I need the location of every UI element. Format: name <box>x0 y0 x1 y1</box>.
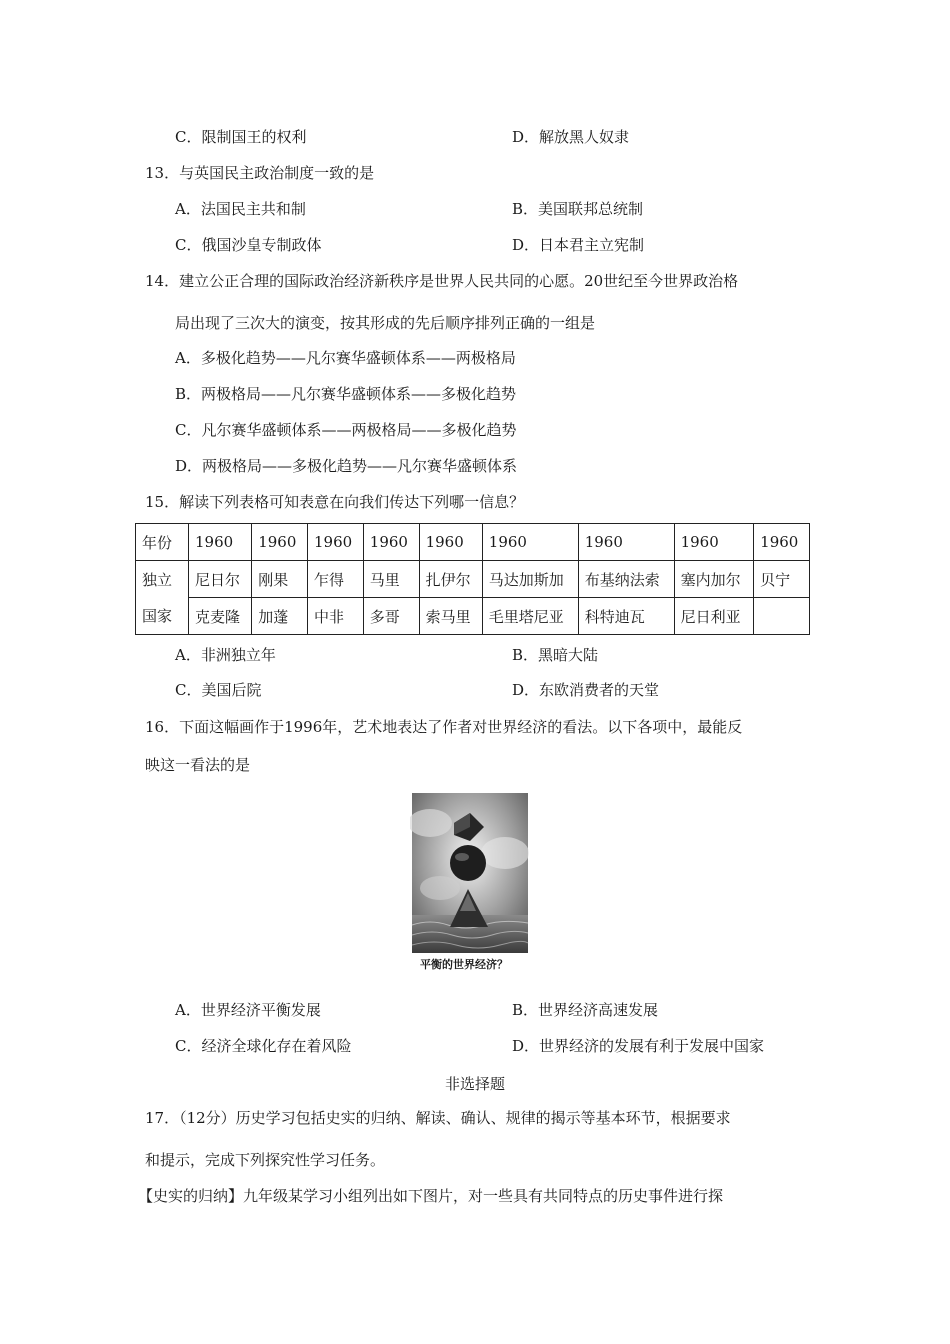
independence-table <box>135 523 810 635</box>
q17-stem-line3: 【史实的归纳】九年级某学习小组列出如下图片，对一些具有共同特点的历史事件进行探 <box>138 1187 724 1205</box>
table-row-years <box>136 524 810 561</box>
q14-option-a: A．多极化趋势——凡尔赛华盛顿体系——两极格局 <box>175 349 516 367</box>
table-cell: 布基纳法索 <box>578 561 674 598</box>
table-cell: 乍得 <box>308 561 364 598</box>
q13-option-b: B．美国联邦总统制 <box>512 200 644 218</box>
q16-option-b: B．世界经济高速发展 <box>512 1001 659 1019</box>
q16-stem-line1: 16．下面这幅画作于1996年，艺术地表达了作者对世界经济的看法。以下各项中，最能反 <box>145 718 743 736</box>
table-cell: 加蓬 <box>252 598 308 635</box>
table-cell: 刚果 <box>252 561 308 598</box>
table-cell: 塞内加尔 <box>674 561 754 598</box>
table-cell: 1960 <box>674 524 754 561</box>
table-cell: 尼日尔 <box>189 561 252 598</box>
table-cell: 贝宁 <box>754 561 810 598</box>
q13-option-d: D．日本君主立宪制 <box>512 236 645 254</box>
table-cell: 马里 <box>363 561 419 598</box>
illustration-graphic <box>410 793 532 975</box>
section-title: 非选择题 <box>444 1075 505 1093</box>
table-cell: 扎伊尔 <box>419 561 482 598</box>
illustration-caption: 平衡的世界经济？ <box>420 958 508 971</box>
q17-stem-line1: 17．（12分）历史学习包括史实的归纳、解读、确认、规律的揭示等基本环节，根据要求 <box>145 1109 731 1127</box>
table-cell: 索马里 <box>419 598 482 635</box>
q16-option-d: D．世界经济的发展有利于发展中国家 <box>512 1037 765 1055</box>
q14-option-c: C．凡尔赛华盛顿体系——两极格局——多极化趋势 <box>175 421 517 439</box>
table-row-countries-1 <box>136 561 810 598</box>
table-header-country-2: 国家 <box>136 598 189 635</box>
q13-option-c: C．俄国沙皇专制政体 <box>175 236 322 254</box>
q16-option-a: A．世界经济平衡发展 <box>175 1001 321 1019</box>
q14-stem-line2: 局出现了三次大的演变，按其形成的先后顺序排列正确的一组是 <box>175 314 596 332</box>
q16-option-c: C．经济全球化存在着风险 <box>175 1037 352 1055</box>
table-cell: 1960 <box>252 524 308 561</box>
table-cell: 科特迪瓦 <box>578 598 674 635</box>
table-cell: 多哥 <box>363 598 419 635</box>
q17-stem-line2: 和提示，完成下列探究性学习任务。 <box>145 1151 386 1169</box>
table-cell: 1960 <box>419 524 482 561</box>
q15-option-b: B．黑暗大陆 <box>512 646 599 664</box>
q16-stem-line2: 映这一看法的是 <box>145 756 251 774</box>
q15-stem: 15．解读下列表格可知表意在向我们传达下列哪一信息？ <box>145 493 525 511</box>
q13-stem: 13．与英国民主政治制度一致的是 <box>145 164 375 182</box>
table-cell: 1960 <box>363 524 419 561</box>
q14-option-b: B．两极格局——凡尔赛华盛顿体系——多极化趋势 <box>175 385 517 403</box>
table-cell: 1960 <box>754 524 810 561</box>
q15-option-d: D．东欧消费者的天堂 <box>512 681 660 699</box>
q12-option-c: C．限制国王的权利 <box>175 128 307 146</box>
balanced-world-economy-illustration <box>410 793 532 975</box>
table-cell: 马达加斯加 <box>482 561 578 598</box>
table-cell: 1960 <box>578 524 674 561</box>
table-cell: 克麦隆 <box>189 598 252 635</box>
q13-option-a: A．法国民主共和制 <box>175 200 306 218</box>
table-cell: 1960 <box>189 524 252 561</box>
q14-stem-line1: 14．建立公正合理的国际政治经济新秩序是世界人民共同的心愿。20世纪至今世界政治格 <box>145 272 739 290</box>
table-cell <box>754 598 810 635</box>
table-row-countries-2 <box>136 598 810 635</box>
q12-option-d: D．解放黑人奴隶 <box>512 128 630 146</box>
table-cell: 尼日利亚 <box>674 598 754 635</box>
table-header-country-1: 独立 <box>136 561 189 598</box>
table-cell: 毛里塔尼亚 <box>482 598 578 635</box>
table-cell: 1960 <box>308 524 364 561</box>
table-cell: 中非 <box>308 598 364 635</box>
table-header-year: 年份 <box>136 524 189 561</box>
q14-option-d: D．两极格局——多极化趋势——凡尔赛华盛顿体系 <box>175 457 518 475</box>
q15-option-c: C．美国后院 <box>175 681 262 699</box>
q15-option-a: A．非洲独立年 <box>175 646 276 664</box>
table-cell: 1960 <box>482 524 578 561</box>
